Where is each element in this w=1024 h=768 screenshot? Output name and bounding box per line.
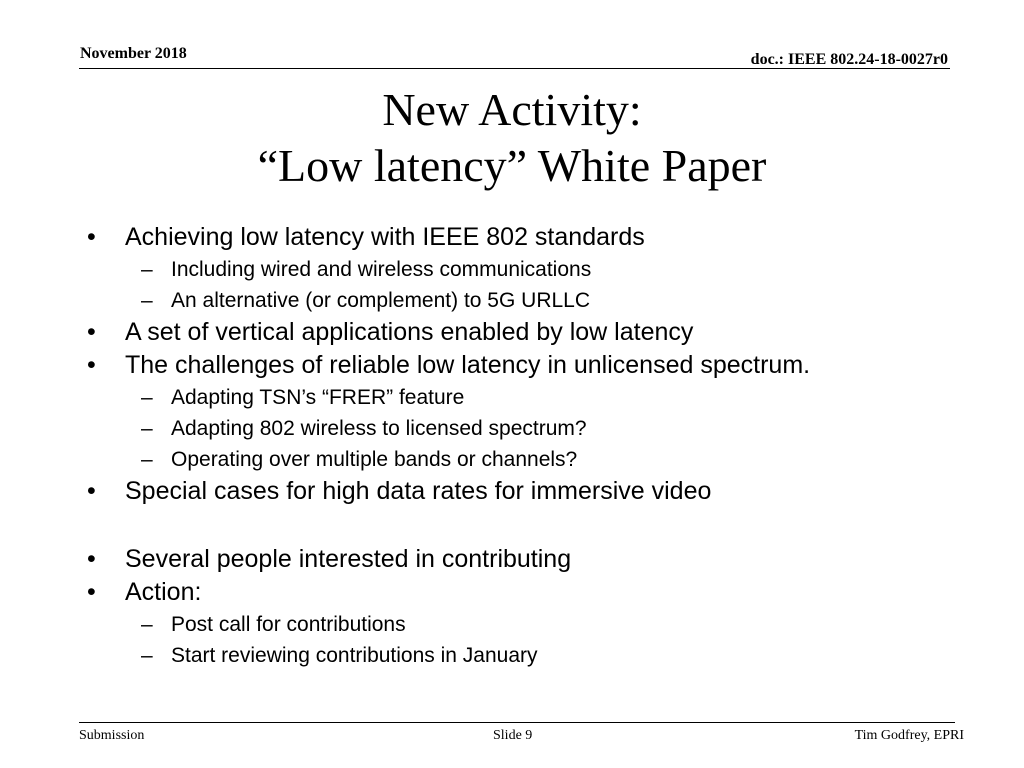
dash-marker: –: [141, 644, 153, 667]
sub-bullet-text: Post call for contributions: [171, 613, 406, 636]
bullet-item: [0, 543, 1024, 576]
dash-marker: –: [141, 417, 153, 440]
bullet-text: A set of vertical applications enabled by low latency: [125, 318, 694, 346]
sub-bullet-text: Start reviewing contributions in January: [171, 644, 538, 667]
bullet-marker: •: [87, 351, 96, 379]
footer-slide-number: Slide 9: [493, 728, 533, 743]
sub-bullet-item: [0, 413, 1024, 444]
bullet-marker: •: [87, 318, 96, 346]
dash-marker: –: [141, 448, 153, 471]
list-gap: [0, 508, 1024, 543]
bullet-text: Action:: [125, 578, 202, 606]
sub-bullet-item: [0, 382, 1024, 413]
footer-author: Tim Godfrey, EPRI: [854, 728, 964, 743]
sub-bullet-text: Operating over multiple bands or channels?: [171, 448, 578, 471]
bullet-item: [0, 316, 1024, 349]
header-doc-id: doc.: IEEE 802.24-18-0027r0: [750, 51, 948, 68]
sub-bullet-item: [0, 444, 1024, 475]
sub-bullet-text: An alternative (or complement) to 5G URLLC: [171, 289, 591, 312]
dash-marker: –: [141, 289, 153, 312]
dash-marker: –: [141, 613, 153, 636]
bullet-marker: •: [87, 545, 96, 573]
sub-bullet-item: [0, 254, 1024, 285]
dash-marker: –: [141, 386, 153, 409]
footer-submission: Submission: [79, 728, 145, 743]
header-date: November 2018: [80, 45, 187, 62]
slide-title-line2: “Low latency” White Paper: [257, 140, 767, 191]
sub-bullet-text: Including wired and wireless communications: [171, 258, 592, 281]
dash-marker: –: [141, 258, 153, 281]
bullet-item: [0, 221, 1024, 254]
slide-title-line1: New Activity:: [382, 84, 642, 135]
bullet-marker: •: [87, 223, 96, 251]
footer-rule: [79, 722, 955, 723]
body-list: [0, 221, 1024, 671]
bullet-text: Achieving low latency with IEEE 802 standards: [125, 223, 645, 251]
bullet-item: [0, 475, 1024, 508]
bullet-marker: •: [87, 578, 96, 606]
sub-bullet-item: [0, 640, 1024, 671]
sub-bullet-item: [0, 609, 1024, 640]
sub-bullet-text: Adapting 802 wireless to licensed spectrum?: [171, 417, 587, 440]
sub-bullet-text: Adapting TSN’s “FRER” feature: [171, 386, 465, 409]
bullet-text: Special cases for high data rates for immersive video: [125, 477, 712, 505]
slide-title: [0, 82, 1024, 194]
bullet-item: [0, 349, 1024, 382]
bullet-marker: •: [87, 477, 96, 505]
header-rule: [79, 68, 950, 69]
bullet-text: The challenges of reliable low latency in unlicensed spectrum.: [125, 351, 811, 379]
bullet-text: Several people interested in contributing: [125, 545, 572, 573]
bullet-item: [0, 576, 1024, 609]
sub-bullet-item: [0, 285, 1024, 316]
